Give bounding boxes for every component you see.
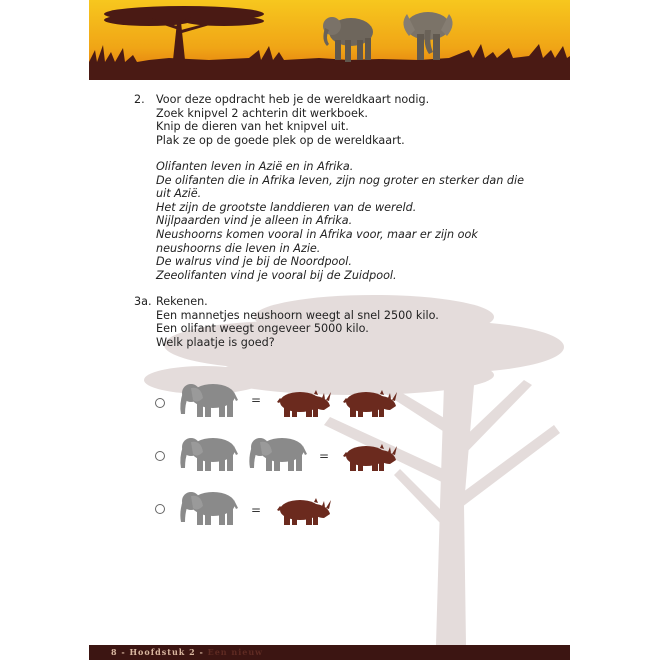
- exercise-2-instructions: [156, 93, 429, 147]
- chapter-label: Hoofdstuk 2: [129, 647, 196, 657]
- chapter-title: Een nieuw: [207, 647, 264, 657]
- fact-line: uit Azië.: [156, 187, 202, 201]
- elephant-icon: [246, 436, 308, 472]
- fact-line: Olifanten leven in Azië en in Afrika.: [156, 160, 354, 173]
- fact-line: De olifanten die in Afrika leven, zijn nog groter en sterker dan die: [156, 173, 524, 187]
- equals-sign: =: [251, 393, 262, 407]
- exercise-2-facts: [156, 160, 524, 282]
- exercise-3a-text: [156, 295, 439, 349]
- rhino-icon: [342, 442, 398, 472]
- exercise-3a-number: 3a.: [134, 295, 152, 308]
- equals-sign: =: [319, 449, 330, 463]
- page-number: 8: [111, 647, 118, 657]
- worksheet-page: [89, 0, 570, 660]
- question-line: Een mannetjes neushoorn weegt al snel 2500 kilo.: [156, 308, 439, 322]
- exercise-2-number: 2.: [134, 93, 145, 106]
- footer-text: [111, 647, 263, 657]
- option-2-radio[interactable]: [155, 451, 165, 461]
- instruction-line: Zoek knipvel 2 achterin dit werkboek.: [156, 106, 368, 120]
- footer-separator: -: [121, 647, 126, 657]
- fact-line: Nijlpaarden vind je alleen in Afrika.: [156, 214, 353, 228]
- rhino-icon: [276, 496, 332, 526]
- equals-sign: =: [251, 503, 262, 517]
- footer-separator: -: [199, 647, 204, 657]
- elephant-icon: [177, 382, 239, 418]
- fact-line: Zeeolifanten vind je vooral bij de Zuidpool.: [156, 268, 397, 282]
- fact-line: Het zijn de grootste landdieren van de wereld.: [156, 200, 417, 214]
- page-footer: [89, 645, 570, 660]
- instruction-line: Voor deze opdracht heb je de wereldkaart nodig.: [156, 93, 430, 106]
- elephant-icon: [177, 490, 239, 526]
- elephant-icon: [177, 436, 239, 472]
- question-line: Welk plaatje is goed?: [156, 335, 275, 349]
- rhino-icon: [276, 388, 332, 418]
- fact-line: Neushoorns komen vooral in Afrika voor, maar er zijn ook: [156, 227, 478, 241]
- instruction-line: Plak ze op de goede plek op de wereldkaart.: [156, 133, 405, 147]
- fact-line: De walrus vind je bij de Noordpool.: [156, 255, 352, 269]
- option-1-radio[interactable]: [155, 398, 165, 408]
- rhino-icon: [342, 388, 398, 418]
- savanna-banner: [89, 0, 570, 80]
- question-line: Rekenen.: [156, 295, 208, 308]
- instruction-line: Knip de dieren van het knipvel uit.: [156, 120, 349, 134]
- fact-line: neushoorns die leven in Azie.: [156, 241, 321, 255]
- option-3-radio[interactable]: [155, 504, 165, 514]
- question-line: Een olifant weegt ongeveer 5000 kilo.: [156, 322, 369, 336]
